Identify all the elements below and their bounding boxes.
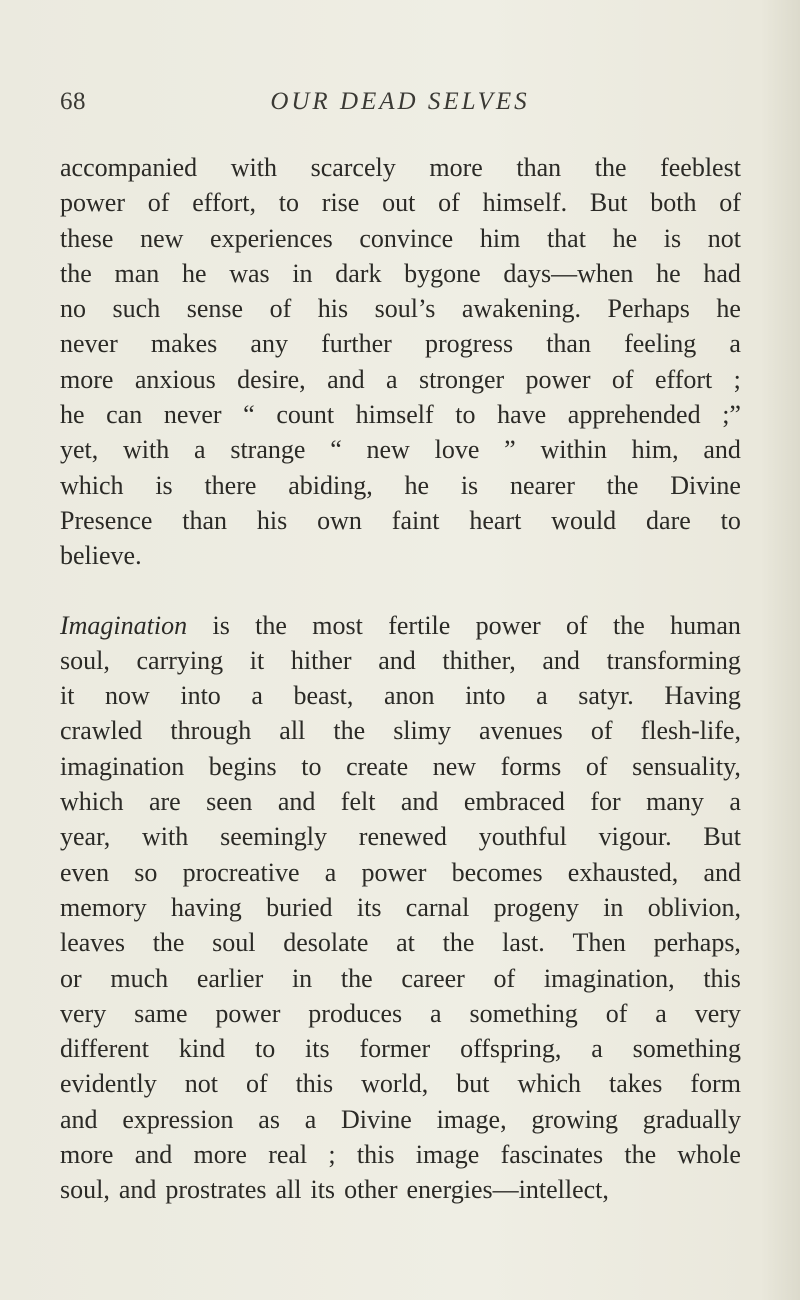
word: he [181, 258, 207, 288]
word: but [456, 1069, 490, 1099]
word: is [460, 470, 479, 500]
word: Divine [341, 1104, 412, 1134]
word: he [404, 470, 430, 500]
word: ” [504, 435, 516, 465]
word: progeny [493, 892, 579, 922]
word: the [152, 928, 185, 958]
word: whole [677, 1140, 741, 1170]
word: any [250, 329, 288, 359]
word: himself. [482, 188, 568, 218]
word: Then [572, 928, 626, 958]
text-line [60, 678, 741, 713]
word: energies—intellect, [406, 1175, 609, 1205]
text-line [60, 150, 741, 185]
word: the [594, 153, 627, 182]
word: this [356, 1140, 395, 1170]
word: through [170, 716, 252, 746]
word: of [590, 716, 613, 746]
word: having [171, 892, 242, 922]
italic-lead-word: Imagination [60, 610, 188, 640]
word: in [603, 892, 624, 922]
word: with [123, 435, 170, 465]
word: himself [355, 400, 434, 430]
word: in [291, 963, 313, 993]
word: soul [212, 928, 256, 958]
word: “ [243, 400, 255, 430]
word: power [215, 998, 281, 1028]
word: rise [321, 188, 360, 218]
word: of [147, 188, 170, 218]
word: than [546, 329, 591, 359]
word: seemingly [220, 822, 327, 852]
word: believe. [60, 541, 142, 571]
text-line [60, 1137, 741, 1172]
word: more [193, 1140, 247, 1170]
word: of [269, 294, 292, 324]
word: as [258, 1104, 280, 1134]
word: career [401, 963, 465, 993]
word: yet, [60, 435, 99, 465]
word: renewed [358, 822, 447, 852]
word: fascinates [500, 1140, 604, 1170]
word: prostrates [165, 1175, 267, 1205]
word: image [415, 1140, 480, 1170]
word: most [312, 610, 363, 640]
word: dare [646, 505, 691, 535]
text-line [60, 1066, 741, 1101]
word: flesh-life, [640, 716, 741, 746]
word: progress [424, 329, 514, 359]
word: his [256, 505, 288, 535]
word: same [134, 998, 188, 1028]
page-number: 68 [60, 88, 86, 115]
word: ;” [722, 400, 741, 430]
text-line [60, 1102, 741, 1137]
word: year, [60, 822, 111, 852]
word: world, [361, 1069, 429, 1099]
word: own [317, 505, 362, 535]
word: effort [654, 364, 713, 394]
word: such [112, 294, 161, 324]
word: he [612, 223, 638, 253]
word: leaves [60, 928, 125, 958]
body-text [60, 150, 741, 1208]
word: all [275, 1175, 302, 1205]
word: was [229, 258, 270, 288]
text-line [60, 643, 741, 678]
paragraph-1 [60, 150, 741, 574]
word: for [590, 787, 621, 817]
text-line [60, 1172, 741, 1207]
word: there [204, 470, 257, 500]
word: and [542, 645, 580, 675]
word: soul, [60, 1175, 110, 1205]
word: youthful [478, 822, 567, 852]
word: But [703, 822, 741, 852]
word: faint [391, 505, 440, 535]
word: the [624, 1140, 657, 1170]
word: But [589, 188, 628, 218]
text-line [60, 221, 741, 256]
text-line [60, 256, 741, 291]
text-line [60, 468, 741, 503]
word: within [540, 435, 607, 465]
word: perhaps, [653, 928, 741, 958]
text-line [60, 713, 741, 748]
text-line [60, 397, 741, 432]
word: is [212, 610, 230, 640]
word: into [180, 681, 221, 711]
word: gradually [642, 1104, 741, 1134]
word: sense [186, 294, 244, 324]
word: of [566, 610, 588, 640]
word: more [60, 1140, 114, 1170]
word: with [142, 822, 189, 852]
text-line [60, 855, 741, 890]
word: last. [502, 928, 545, 958]
word: can [106, 400, 143, 430]
word: apprehended [567, 400, 701, 430]
word: in [292, 258, 313, 288]
word: he [60, 400, 85, 430]
word: to [455, 400, 476, 430]
word: at [396, 928, 415, 958]
word: and [277, 787, 316, 817]
word: had [703, 258, 741, 288]
word: carrying [136, 645, 224, 675]
word: love [434, 435, 480, 465]
word: of [245, 1069, 268, 1099]
word: dark [335, 258, 382, 288]
word: the [340, 963, 373, 993]
word: bygone [404, 258, 481, 288]
word: former [359, 1034, 431, 1064]
word: it [249, 645, 265, 675]
word: embraced [463, 787, 565, 817]
word: thither, [442, 645, 516, 675]
word: effort, [192, 188, 256, 218]
word: anxious [134, 364, 216, 394]
word: days—when [503, 258, 634, 288]
word: earlier [196, 963, 264, 993]
word: never [60, 329, 118, 359]
word: are [148, 787, 181, 817]
word: its [356, 892, 382, 922]
word: kind [178, 1034, 226, 1064]
word: with [230, 153, 277, 182]
text-line [60, 961, 741, 996]
word: a [729, 787, 741, 817]
word: and [134, 1140, 173, 1170]
word: its [305, 1034, 330, 1064]
word: which [60, 787, 124, 817]
running-title: OUR DEAD SELVES [270, 88, 530, 115]
word: new [140, 223, 184, 253]
word: a [324, 857, 337, 887]
word: awakening. [461, 294, 582, 324]
word: hither [290, 645, 352, 675]
word: and [703, 857, 741, 887]
word: create [346, 751, 409, 781]
text-line [60, 1031, 741, 1066]
word: oblivion, [647, 892, 741, 922]
word: and [118, 1175, 157, 1205]
word: sensuality, [632, 751, 741, 781]
word: which [517, 1069, 582, 1099]
text-line [60, 362, 741, 397]
word: forms [500, 751, 562, 781]
running-head [60, 88, 740, 128]
word: soul’s [374, 294, 436, 324]
word: never [163, 400, 222, 430]
word: power [475, 610, 541, 640]
word: and [703, 435, 741, 465]
word: buried [266, 892, 333, 922]
word: of [585, 751, 608, 781]
word: than [182, 505, 228, 535]
word: to [720, 505, 741, 535]
word: the [60, 258, 92, 288]
word: of [493, 963, 516, 993]
word: power [525, 364, 591, 394]
word: new [366, 435, 410, 465]
word: avenues [479, 716, 563, 746]
word: a [729, 329, 741, 359]
word: soul, [60, 645, 110, 675]
word: a [655, 998, 667, 1028]
word: the [613, 610, 645, 640]
word: it [60, 681, 75, 711]
word: anon [383, 681, 435, 711]
word: beast, [293, 681, 354, 711]
word: is [155, 470, 173, 500]
word: this [703, 963, 741, 993]
word: a [251, 681, 263, 711]
text-line [60, 185, 741, 220]
word: very [60, 998, 107, 1028]
word: all [279, 716, 306, 746]
paragraph-2 [60, 608, 741, 1208]
word: desire, [237, 364, 306, 394]
word: real [268, 1140, 308, 1170]
word: he [716, 294, 741, 324]
word: desolate [283, 928, 369, 958]
text-line [60, 784, 741, 819]
word: stronger [418, 364, 505, 394]
word: human [670, 610, 741, 640]
word: offspring, [460, 1034, 562, 1064]
word: crawled [60, 716, 143, 746]
word: not [184, 1069, 218, 1099]
word: and [378, 645, 416, 675]
word: both [650, 188, 697, 218]
word: and [400, 787, 439, 817]
word: him, [631, 435, 679, 465]
word: is [663, 223, 682, 253]
word: this [295, 1069, 334, 1099]
word: feeblest [660, 153, 741, 182]
word: new [432, 751, 477, 781]
text-line [60, 819, 741, 854]
word: form [690, 1069, 741, 1099]
word: than [516, 153, 562, 182]
word: accompanied [60, 153, 198, 182]
word: heart [469, 505, 522, 535]
word: of [719, 188, 741, 218]
word: very [694, 998, 741, 1028]
word: experiences [210, 223, 333, 253]
word: strange [230, 435, 306, 465]
word: procreative [182, 857, 300, 887]
word: count [276, 400, 335, 430]
word: no [60, 294, 86, 324]
text-line [60, 890, 741, 925]
word: out [382, 188, 416, 218]
word: not [707, 223, 741, 253]
word: abiding, [288, 470, 373, 500]
word: into [465, 681, 506, 711]
word: convince [359, 223, 454, 253]
word: he [656, 258, 681, 288]
word: memory [60, 892, 147, 922]
text-line [60, 608, 741, 643]
word: growing [531, 1104, 619, 1134]
word: the [333, 716, 366, 746]
word: its [310, 1175, 336, 1205]
word: felt [340, 787, 376, 817]
word: even [60, 857, 110, 887]
word: nearer [509, 470, 575, 500]
word: a [386, 364, 398, 394]
word: or [60, 963, 82, 993]
word: makes [150, 329, 218, 359]
word: much [110, 963, 169, 993]
word: the [442, 928, 475, 958]
text-line [60, 291, 741, 326]
word: ; [328, 1140, 336, 1170]
word: a [536, 681, 548, 711]
word: something [469, 998, 578, 1028]
word: him [479, 223, 521, 253]
word: something [632, 1034, 741, 1064]
word: Perhaps [607, 294, 690, 324]
word: fertile [388, 610, 451, 640]
text-line [60, 503, 741, 538]
word: to [254, 1034, 276, 1064]
word: to [278, 188, 300, 218]
word: power [361, 857, 427, 887]
word: produces [308, 998, 403, 1028]
word: a [304, 1104, 317, 1134]
word: satyr. [578, 681, 634, 711]
word: his [317, 294, 349, 324]
text-line [60, 432, 741, 467]
word: a [194, 435, 206, 465]
word: of [605, 998, 628, 1028]
text-line [60, 749, 741, 784]
word: of [438, 188, 460, 218]
word: slimy [393, 716, 451, 746]
word: evidently [60, 1069, 157, 1099]
word: man [114, 258, 160, 288]
word: more [60, 364, 114, 394]
word: ; [733, 364, 741, 394]
word: Presence [60, 505, 153, 535]
word: begins [208, 751, 277, 781]
word: takes [608, 1069, 663, 1099]
text-line [60, 326, 741, 361]
word: a [430, 998, 442, 1028]
paragraph-gap [60, 574, 741, 608]
word: many [646, 787, 704, 817]
word: Divine [670, 470, 741, 500]
text-line [60, 996, 741, 1031]
word: a [591, 1034, 603, 1064]
word: to [301, 751, 322, 781]
word: which [60, 470, 124, 500]
word: that [546, 223, 586, 253]
text-line [60, 925, 741, 960]
text-line [60, 538, 741, 573]
word: other [344, 1175, 398, 1205]
word: the [606, 470, 639, 500]
word: these [60, 223, 114, 253]
word: different [60, 1034, 150, 1064]
word: expression [122, 1104, 234, 1134]
word: “ [330, 435, 342, 465]
word: becomes [451, 857, 543, 887]
word: vigour. [598, 822, 672, 852]
word: image, [436, 1104, 507, 1134]
word: have [497, 400, 547, 430]
word: now [105, 681, 150, 711]
word: scarcely [310, 153, 396, 182]
word: exhausted, [567, 857, 679, 887]
word: seen [206, 787, 253, 817]
word: feeling [624, 329, 697, 359]
word: and [327, 364, 365, 394]
word: imagination [60, 751, 185, 781]
word: imagination, [543, 963, 675, 993]
word: and [60, 1104, 98, 1134]
word: more [429, 153, 483, 182]
word: Having [664, 681, 741, 711]
word: the [255, 610, 287, 640]
word: further [321, 329, 392, 359]
word: so [134, 857, 158, 887]
word: of [611, 364, 634, 394]
word: transforming [606, 645, 741, 675]
word: carnal [405, 892, 470, 922]
word: power [60, 188, 125, 218]
word: would [551, 505, 617, 535]
